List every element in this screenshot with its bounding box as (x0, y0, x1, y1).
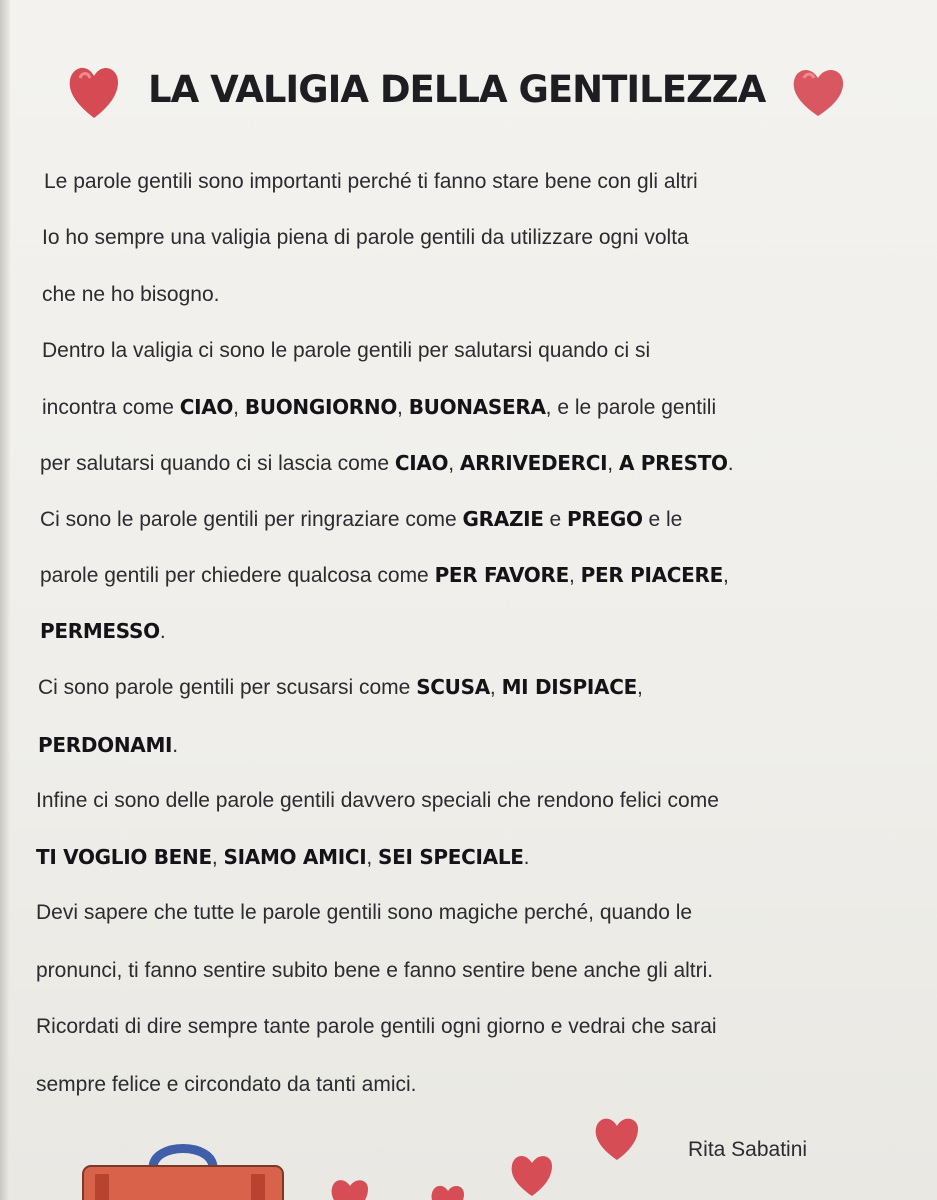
text-run: Io ho sempre una valigia piena di parole gentili da utilizzare ogni volta (42, 226, 689, 249)
keyword: BUONASERA (408, 395, 546, 419)
text-run: che ne ho bisogno. (42, 283, 220, 306)
text-run: Devi sapere che tutte le parole gentili sono magiche perché, quando le (36, 901, 693, 924)
heart-icon (508, 1150, 556, 1200)
text-line (42, 224, 689, 252)
keyword: PERDONAMI (38, 733, 173, 757)
text-run: e (543, 508, 568, 531)
text-run: , (636, 676, 643, 699)
text-run: , (489, 676, 502, 699)
text-run: , (607, 452, 619, 475)
text-run: Ci sono parole gentili per scusarsi come (38, 676, 417, 699)
text-line (36, 1013, 717, 1041)
text-line (40, 449, 734, 478)
text-run: incontra come (42, 396, 180, 419)
text-run: Le parole gentili sono importanti perché ti fanno stare bene con gli altri (44, 170, 698, 193)
text-run: Dentro la valigia ci sono le parole gentili per salutarsi quando ci si (42, 339, 651, 362)
text-run: . (523, 846, 530, 869)
text-run: , (233, 396, 245, 419)
keyword: SEI SPECIALE (378, 845, 524, 869)
keyword: PREGO (567, 507, 643, 531)
text-line (36, 957, 713, 985)
text-run: Infine ci sono delle parole gentili davvero speciali che rendono felici come (36, 789, 719, 812)
heart-icon (428, 1182, 468, 1200)
text-line (40, 505, 682, 534)
text-line (42, 393, 716, 422)
text-run: , (448, 452, 460, 475)
text-line (36, 899, 692, 927)
keyword: PERMESSO (40, 619, 160, 643)
keyword: CIAO (179, 395, 234, 419)
text-run: , (397, 396, 409, 419)
heart-icon (592, 1112, 642, 1164)
text-line (44, 168, 698, 196)
text-run: e le (642, 508, 683, 531)
text-line (42, 281, 219, 309)
keyword: BUONGIORNO (244, 395, 398, 419)
text-line (36, 843, 530, 872)
keyword: ARRIVEDERCI (459, 451, 608, 475)
keyword: SIAMO AMICI (223, 845, 367, 869)
text-line (42, 337, 650, 365)
text-line (36, 787, 719, 815)
text-run: , (211, 846, 224, 869)
text-run: sempre felice e circondato da tanti amici. (36, 1073, 417, 1096)
text-run: pronunci, ti fanno sentire subito bene e fanno sentire bene anche gli altri. (36, 959, 714, 982)
text-line (38, 731, 178, 760)
text-line (40, 561, 729, 590)
text-run: , (366, 846, 379, 869)
signature: Rita Sabatini (688, 1138, 808, 1161)
keyword: MI DISPIACE (501, 675, 637, 699)
text-run: , e le parole gentili (545, 396, 717, 419)
keyword: PER PIACERE (580, 563, 723, 587)
page-title: LA VALIGIA DELLA GENTILEZZA (148, 68, 766, 111)
text-run: parole gentili per chiedere qualcosa come (40, 564, 435, 587)
text-run: . (727, 452, 734, 475)
text-run: Ricordati di dire sempre tante parole gentili ogni giorno e vedrai che sarai (36, 1015, 717, 1038)
keyword: GRAZIE (462, 507, 544, 531)
keyword: A PRESTO (618, 451, 728, 475)
heart-icon (328, 1176, 372, 1200)
text-run: Ci sono le parole gentili per ringraziare come (40, 508, 463, 531)
text-run: , (723, 564, 729, 587)
text-run: . (159, 620, 166, 643)
text-run: . (172, 734, 179, 757)
keyword: SCUSA (416, 675, 490, 699)
keyword: CIAO (394, 451, 449, 475)
keyword: TI VOGLIO BENE (36, 845, 212, 869)
keyword: PER FAVORE (434, 563, 569, 587)
text-run: , (568, 564, 581, 587)
text-line (36, 1071, 417, 1099)
text-run: per salutarsi quando ci si lascia come (40, 452, 395, 475)
text-line (38, 673, 643, 702)
text-line (40, 617, 166, 646)
suitcase-drawing (75, 1130, 295, 1200)
